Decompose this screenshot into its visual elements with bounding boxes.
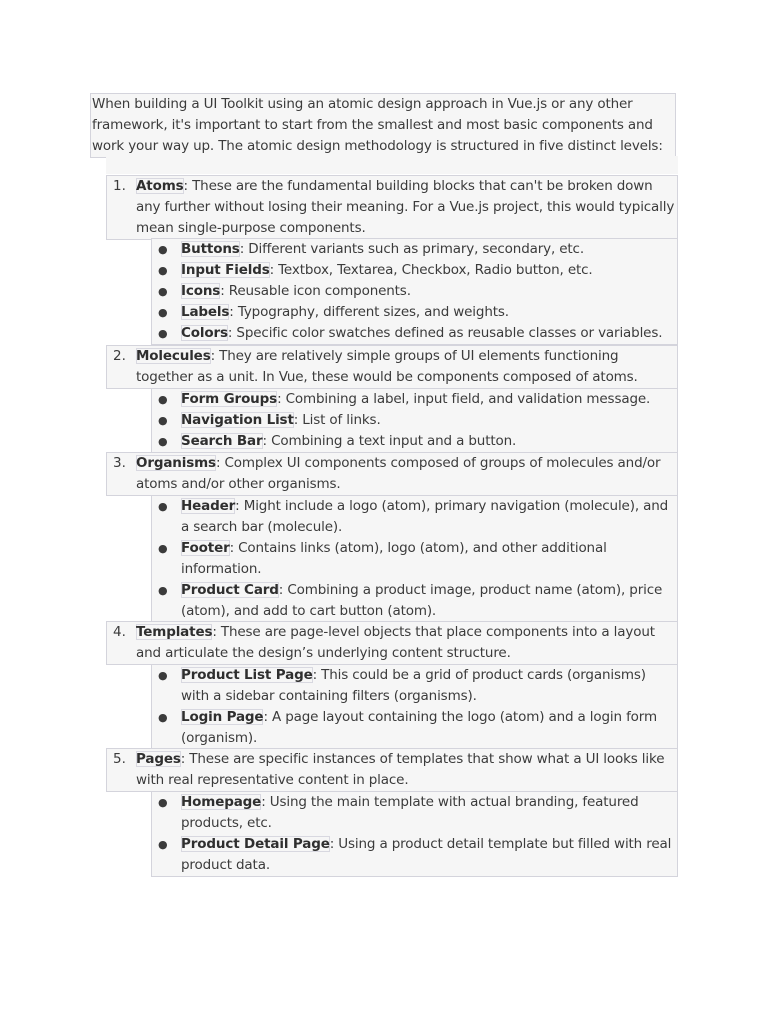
intro-text: When building a UI Toolkit using an atomic design approach in Vue.js or any other framework, it's important to start from the smallest and most basic components and work your way up. The atomic design methodology is structured in five distinct levels:	[92, 96, 663, 154]
bullet-icon: ●	[158, 327, 168, 340]
item-term: Navigation List	[181, 412, 294, 428]
list-item	[152, 538, 677, 580]
list-item	[152, 834, 677, 876]
bullet-icon: ●	[158, 414, 168, 427]
templates-examples-list	[151, 664, 678, 750]
list-item	[152, 431, 677, 452]
level-molecules	[106, 345, 678, 389]
item-term: Product Card	[181, 582, 279, 598]
bullet-icon: ●	[158, 435, 168, 448]
level-number: 2.	[113, 348, 126, 364]
item-description: : Combining a text input and a button.	[262, 433, 517, 449]
item-description: : Combining a label, input field, and validation message.	[277, 391, 651, 407]
bullet-icon: ●	[158, 243, 168, 256]
level-number: 5.	[113, 751, 126, 767]
organisms-examples-list	[151, 495, 678, 623]
item-term: Header	[181, 498, 236, 514]
level-description: : They are relatively simple groups of UI elements functioning together as a unit. In Vue, these would be components composed of atoms.	[136, 348, 638, 385]
item-description: : Typography, different sizes, and weights.	[229, 304, 509, 320]
item-description: : This could be a grid of product cards (organisms) with a sidebar containing filters (organisms).	[181, 667, 646, 704]
level-term: Templates	[136, 624, 213, 640]
list-item	[152, 707, 677, 749]
bullet-icon: ●	[158, 500, 168, 513]
level-atoms	[106, 175, 678, 240]
bullet-icon: ●	[158, 393, 168, 406]
bullet-icon: ●	[158, 711, 168, 724]
item-description: : Different variants such as primary, secondary, etc.	[239, 241, 584, 257]
list-item	[152, 323, 677, 344]
item-term: Homepage	[181, 794, 262, 810]
bullet-icon: ●	[158, 796, 168, 809]
level-number: 4.	[113, 624, 126, 640]
level-description: : These are specific instances of templates that show what a UI looks like with real representative content in place.	[136, 751, 665, 788]
item-description: : Using a product detail template but filled with real product data.	[181, 836, 672, 873]
intro-paragraph	[90, 93, 676, 158]
list-item	[152, 389, 677, 410]
bullet-icon: ●	[158, 306, 168, 319]
list-item	[152, 281, 677, 302]
level-term: Atoms	[136, 178, 184, 194]
level-number: 1.	[113, 178, 126, 194]
list-item	[152, 496, 677, 538]
level-pages	[106, 748, 678, 792]
level-description: : These are the fundamental building blocks that can't be broken down any further without losing their meaning. For a Vue.js project, this would typically mean single-purpose components.	[136, 178, 675, 236]
level-term: Pages	[136, 751, 181, 767]
item-term: Buttons	[181, 241, 240, 257]
item-description: : Contains links (atom), logo (atom), and other additional information.	[181, 540, 607, 577]
atoms-examples-list	[151, 238, 678, 345]
level-number: 3.	[113, 455, 126, 471]
item-description: : Combining a product image, product name (atom), price (atom), and add to cart button (atom).	[181, 582, 663, 619]
level-description: : Complex UI components composed of groups of molecules and/or atoms and/or other organisms.	[136, 455, 661, 492]
item-term: Footer	[181, 540, 230, 556]
bullet-icon: ●	[158, 285, 168, 298]
bullet-icon: ●	[158, 584, 168, 597]
list-item	[152, 665, 677, 707]
item-term: Input Fields	[181, 262, 270, 278]
item-description: : List of links.	[293, 412, 381, 428]
list-item	[152, 302, 677, 323]
item-term: Login Page	[181, 709, 264, 725]
item-description: : Reusable icon components.	[220, 283, 411, 299]
molecules-examples-list	[151, 388, 678, 453]
level-templates	[106, 621, 678, 665]
item-description: : Might include a logo (atom), primary navigation (molecule), and a search bar (molecule).	[181, 498, 669, 535]
item-description: : Specific color swatches defined as reusable classes or variables.	[227, 325, 663, 341]
item-description: : Textbox, Textarea, Checkbox, Radio button, etc.	[269, 262, 593, 278]
item-term: Icons	[181, 283, 221, 299]
level-term: Molecules	[136, 348, 211, 364]
item-term: Search Bar	[181, 433, 263, 449]
bullet-icon: ●	[158, 264, 168, 277]
level-term: Organisms	[136, 455, 216, 471]
list-item	[152, 410, 677, 431]
bullet-icon: ●	[158, 669, 168, 682]
list-item	[152, 580, 677, 622]
list-item	[152, 239, 677, 260]
level-description: : These are page-level objects that place components into a layout and articulate the design’s underlying content structure.	[136, 624, 655, 661]
list-item	[152, 260, 677, 281]
item-description: : A page layout containing the logo (atom) and a login form (organism).	[181, 709, 657, 746]
item-term: Colors	[181, 325, 228, 341]
item-term: Product List Page	[181, 667, 313, 683]
level-organisms	[106, 452, 678, 496]
bullet-icon: ●	[158, 838, 168, 851]
item-term: Product Detail Page	[181, 836, 330, 852]
item-term: Form Groups	[181, 391, 278, 407]
spacer	[106, 156, 678, 174]
item-term: Labels	[181, 304, 230, 320]
bullet-icon: ●	[158, 542, 168, 555]
pages-examples-list	[151, 791, 678, 877]
list-item	[152, 792, 677, 834]
item-description: : Using the main template with actual branding, featured products, etc.	[181, 794, 639, 831]
